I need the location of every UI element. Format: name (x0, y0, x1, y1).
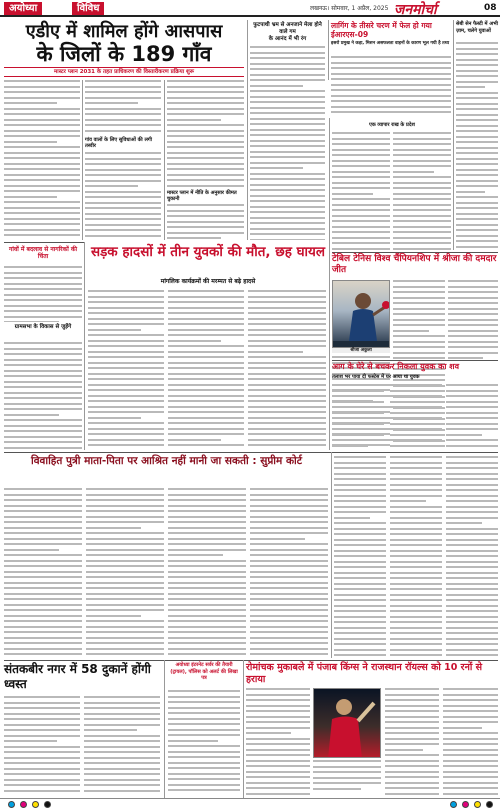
accident-subhead: मांगलिक कार्यक्रमों की मरम्मत से बढ़े हादसे (160, 278, 256, 285)
cyan-registration-dot (8, 801, 15, 808)
right-corner-headline: सेबी सेन फैस्टी में अभी ज़ाम, चलेगे युवाओं (456, 21, 498, 34)
court-headline: विवाहित पुत्री माता-पिता पर आश्रित नहीं मानी जा सकती : सुप्रीम कोर्ट (30, 455, 303, 467)
isro-body (331, 56, 451, 116)
player-illustration (333, 281, 390, 348)
col3-story-body (250, 46, 325, 240)
masthead-logo: जनमोर्चा (394, 2, 437, 18)
tanker-headline: संतकबीर नगर में 58 दुकानें होंगी ध्वस्त (4, 662, 151, 691)
isro-subhead: इसरो प्रमुख ने कहा, मिशन असफलता वाहनों के कारण भूल गयी है तथ्य (331, 41, 450, 46)
cricket-col4 (443, 688, 498, 796)
court-col3 (168, 488, 246, 658)
col3-story-headline: फुटपाथी भ्रम से अनजाने मेला होने वाले गम (253, 22, 322, 35)
cricketer-illustration (314, 689, 381, 758)
tanker-col1 (4, 696, 80, 796)
young-man-subhead: तलाश भर पाया दी फस्टेस में घर आया था युवक (332, 374, 420, 380)
section-tag-vividh: विविध (72, 2, 104, 15)
court-col4 (250, 488, 328, 658)
tt-col3 (448, 280, 498, 360)
lead-col3-body (167, 80, 244, 188)
right-lower-col1 (334, 456, 386, 658)
lead-subhead: मास्टर प्लान 2031 के तहत प्राधिकरण की विस्तारीकरण प्रक्रिया शुरू (4, 67, 244, 77)
lead-col2-body (85, 80, 161, 134)
right-mid-col2 (393, 132, 451, 250)
section-tag-ayodhya: अयोध्या (4, 2, 42, 15)
magenta-registration-dot-right (462, 801, 469, 808)
lead-col2-crosshead: गांव वालों के लिए सुविधाओं की लगी तस्वीर (85, 137, 152, 149)
black-registration-dot (44, 801, 51, 808)
court-col2 (86, 488, 164, 658)
accident-col3 (248, 290, 326, 450)
print-registration-bar (0, 798, 500, 809)
lead-headline-line2: के जिलों के 189 गाँव (36, 42, 212, 66)
lead-col3-body-2 (167, 204, 244, 240)
cricket-col1 (246, 688, 310, 796)
lead-col1-body (4, 80, 80, 240)
cricket-headline: रोमांचक मुकाबले में पंजाब किंग्स ने राजस्थान रॉयल्स को 10 रनों से हराया (246, 662, 483, 685)
right-mid-col1 (332, 132, 390, 250)
right-lower-col3 (446, 456, 498, 658)
isro-headline: लागिंग के तीसरे चरण में फेल हो गया ईआरएस-09 (331, 21, 432, 39)
accident-col2 (168, 290, 244, 450)
lead-headline-line1: एडीए में शामिल होंगे आसपास (25, 21, 223, 42)
side-section-title: ग्रामसभा के विकास से जुड़ेंगे (14, 324, 72, 330)
side-box-title: गांवों में बदलाव से नागरिकों की चिंता (8, 246, 78, 260)
yellow-registration-dot (32, 801, 39, 808)
cricket-col3 (385, 688, 439, 796)
accident-col1 (88, 290, 164, 450)
page-number: 08 (484, 3, 497, 13)
cricket-photo (313, 688, 381, 758)
lead-col2-body-2 (85, 152, 161, 240)
tt-photo-caption: श्रीजा अकुला (332, 348, 390, 353)
article-page-side-label: एक व्यापार राख के प्रदेश (369, 122, 415, 128)
cricket-col2 (313, 760, 381, 796)
right-lower-col2 (390, 456, 442, 658)
right-corner-body (456, 42, 498, 250)
side-section-body (4, 342, 82, 450)
cyan-registration-dot-right (450, 801, 457, 808)
tt-player-photo (332, 280, 390, 348)
young-col2 (390, 384, 442, 450)
middle-bottom-body (168, 690, 240, 796)
date-line: लखनऊ। सोमवार, 1 अप्रैल, 2025 (310, 5, 389, 12)
page-header (0, 0, 500, 17)
young-col3 (446, 384, 498, 450)
black-registration-dot-right (486, 801, 493, 808)
young-col1 (332, 384, 384, 450)
accident-headline: सड़क हादसों में तीन युवकों की मौत, छह घायल (90, 244, 326, 260)
yellow-registration-dot-right (474, 801, 481, 808)
tt-headline: टेबिल टेनिस विश्व चैंपियनशिप में श्रीजा की दमदार जीत (332, 254, 497, 275)
magenta-registration-dot (20, 801, 27, 808)
young-man-headline: आग के घेरे से बचकर निकला युवक का शव (332, 362, 460, 371)
lead-story-headline-block (4, 22, 244, 77)
col3-story-subhead: के आनंद में भी रंग (268, 36, 307, 42)
side-box-body (4, 266, 82, 322)
court-col1 (4, 488, 82, 658)
lead-col3-crosshead: मास्टर प्लान में नीति के अनुसार कीमत चुकानी (167, 190, 237, 202)
middle-bottom-headline: अयोध्या इंटरनेट सर्वर की तैयारी (ट्रायल), पॉलिस को अलर्ट की लिखा पत्र (170, 662, 238, 681)
tanker-col2 (84, 696, 160, 796)
